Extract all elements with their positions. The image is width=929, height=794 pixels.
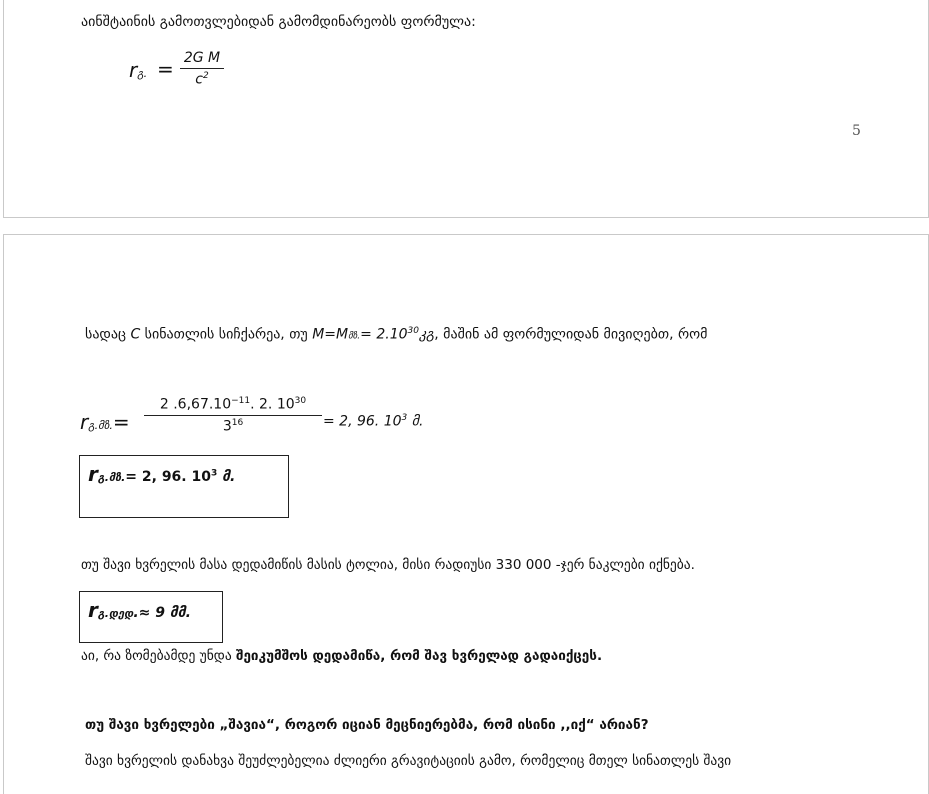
- line1-m-sub: მზ.: [348, 331, 361, 342]
- paragraph-line-2: თუ შავი ხვრელის მასა დედამიწის მასის ტოლია, მისი რადიუსი 330 000 -ჯერ ნაკლები იქნება.: [81, 557, 695, 573]
- line1-prefix: სადაც: [85, 326, 131, 343]
- calc-result: = 2, 96. 10: [323, 413, 402, 430]
- calc-lhs: r: [80, 410, 89, 434]
- box1-exp: 3: [210, 468, 218, 479]
- calc-result-exp: 3: [401, 413, 408, 423]
- calc-lhs-subscript: გ.მზ.: [88, 419, 113, 432]
- line1-mid: სინათლის სიჩქარეა, თუ: [140, 326, 313, 343]
- calc-numerator-b: . 2. 10: [250, 396, 295, 413]
- page-number: 5: [852, 123, 861, 139]
- fraction-bar: [180, 68, 224, 69]
- result-box-sun-content: [88, 462, 235, 486]
- line3-bold: შეიკუმშოს დედამიწა, რომ შავ ხვრელად გადაიქცეს.: [235, 648, 603, 664]
- calc-denominator: 3: [222, 418, 232, 435]
- box2-lhs: r: [88, 598, 98, 622]
- box1-unit: მ.: [217, 469, 236, 485]
- paragraph-line-3: [81, 648, 602, 664]
- paragraph-line-4: შავი ხვრელის დანახვა შეუძლებელია ძლიერი გრავიტაციის გამო, რომელიც მთელ სინათლეს შავი: [85, 753, 732, 769]
- line1-c: C: [130, 326, 141, 343]
- calc-fraction-bar: [144, 415, 322, 416]
- box1-lhs: r: [88, 462, 98, 486]
- calc-numerator-exp-a: −11: [231, 396, 251, 406]
- formula-denominator-exponent: 2: [202, 71, 209, 81]
- line1-value: = 2.10: [360, 326, 408, 343]
- box1-value: = 2, 96. 10: [125, 469, 211, 485]
- formula-denominator: c: [195, 71, 203, 88]
- line1-m: M=M: [312, 326, 349, 343]
- formula-lhs-subscript: გ.: [137, 67, 148, 80]
- section-heading: თუ შავი ხვრელები „შავია“, როგორ იციან მეცნიერებმა, რომ ისინი ,,იქ“ არიან?: [85, 717, 649, 733]
- line1-unit: კგ: [418, 326, 435, 343]
- document-page-1: [3, 0, 929, 218]
- box2-value: .≈ 9 მმ.: [133, 605, 191, 621]
- line1-exp: 30: [407, 326, 419, 336]
- formula-equals: =: [157, 57, 174, 81]
- result-box-earth-content: [88, 598, 191, 622]
- line3-regular: აი, რა ზომებამდე უნდა: [81, 648, 236, 664]
- box1-lhs-sub: გ.მზ.: [97, 471, 126, 484]
- intro-text: აინშტაინის გამოთვლებიდან გამომდინარეობს ფორმულა:: [81, 14, 476, 30]
- formula-lhs: r: [129, 58, 138, 82]
- box2-lhs-sub: გ.დედ: [97, 607, 134, 620]
- calc-fraction: [144, 396, 322, 434]
- formula-fraction: [180, 50, 224, 88]
- calc-numerator-a: 2 .6,67.10: [159, 396, 232, 413]
- calc-equals: =: [112, 410, 130, 434]
- formula-numerator: 2G M: [183, 50, 221, 66]
- line1-suffix: , მაშინ ამ ფორმულიდან მივიღებთ, რომ: [434, 326, 708, 343]
- paragraph-line-1: [85, 326, 707, 343]
- calc-result-unit: მ.: [407, 413, 424, 430]
- calc-numerator-exp-b: 30: [294, 396, 307, 406]
- calc-denominator-exp: 16: [231, 417, 244, 428]
